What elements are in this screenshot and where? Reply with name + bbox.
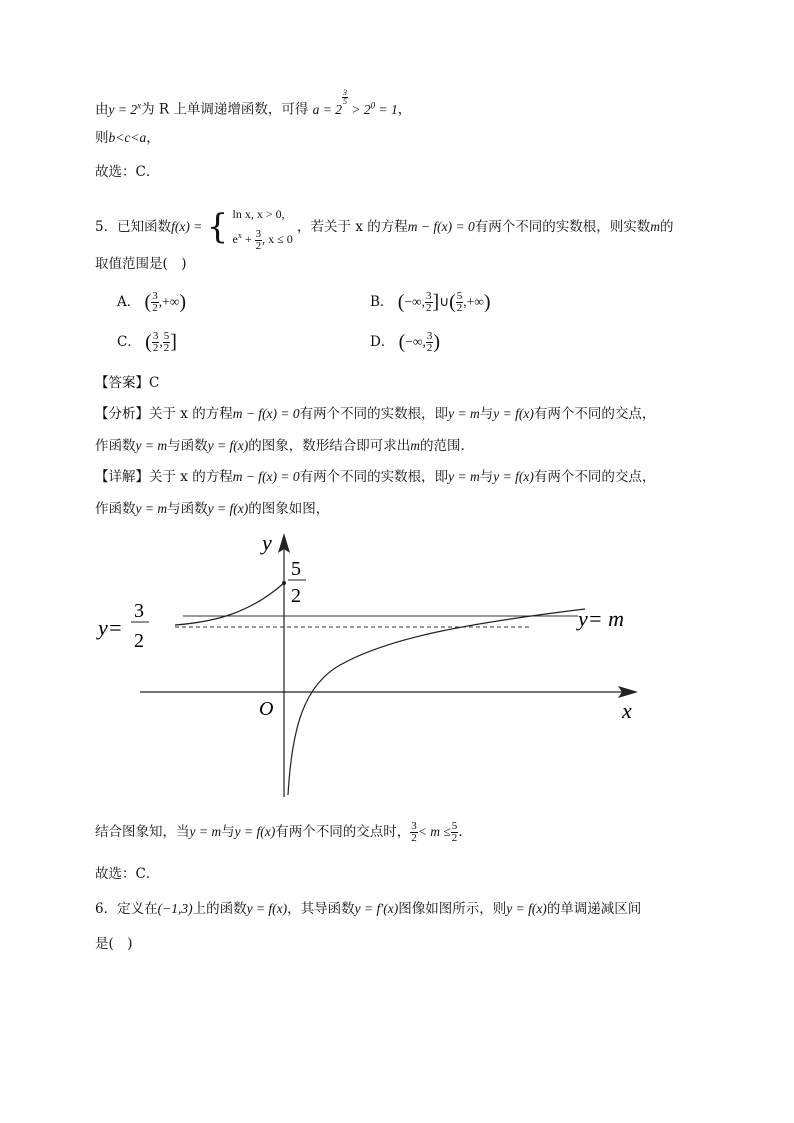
analysis-line-2 [95, 434, 465, 454]
text: 的 [659, 218, 674, 235]
answer-value: C [149, 375, 160, 391]
equation: y = m [448, 469, 480, 484]
function-name: f(x) = [171, 218, 203, 234]
text-line-1 [95, 89, 411, 118]
equation: m − f(x) = 0 [232, 469, 300, 484]
frac-3-2: $\frac{3}{2}$ [426, 290, 432, 314]
equation: y = f(x) [246, 901, 288, 916]
text: 有两个不同的交点， [533, 406, 656, 422]
detail-tag: 【详解】 [95, 469, 149, 485]
text: 的范围. [419, 438, 465, 454]
text: 有两个不同的交点时， [275, 824, 411, 840]
equation: y = m [135, 438, 168, 453]
log-curve [288, 609, 585, 795]
func-expr: $y = 2^x$ [108, 100, 142, 117]
text: 作函数 [95, 501, 136, 517]
choose-line-2: 故选：C． [95, 866, 160, 882]
equation: y = f(x) [207, 501, 249, 516]
equation: y = f(x) [493, 469, 534, 484]
frac-3-2: $\frac{3}{2}$ [152, 290, 158, 314]
question-6 [95, 897, 641, 917]
conclusion-line [95, 820, 463, 844]
text: 有两个不同的实数根，则实数 [474, 218, 651, 235]
detail-line-1 [95, 465, 655, 485]
question-5-line2: 取值范围是( ) [95, 256, 187, 272]
exp-curve [175, 583, 284, 625]
variable: m [650, 218, 660, 234]
interval: (−1,3) [157, 901, 193, 916]
frac-3-2: $\frac{3}{2}$ [255, 227, 262, 252]
inequality-expr: a = 2 $^{\frac{3}{5}}$ > $2^0 = 1$ [312, 88, 398, 117]
text: . [458, 824, 463, 840]
text: 与 [479, 469, 494, 485]
text: 的图象如图， [248, 501, 330, 517]
equation: y = f(x) [207, 438, 249, 453]
y-axis-label: y [262, 530, 272, 555]
equation: y = m [448, 406, 480, 421]
text: 图像如图所示，则 [398, 901, 507, 917]
text: 关于 x 的方程 [149, 469, 233, 485]
inequality: < m ≤ [417, 824, 451, 839]
option-label: B． [370, 294, 394, 310]
variable: m [410, 438, 420, 453]
left-fraction-den: 2 [134, 630, 144, 652]
equation: y = f(x) [493, 406, 534, 421]
function-graph [0, 525, 794, 825]
equation: y = f′(x) [354, 901, 399, 916]
text: 的单调递减区间 [546, 901, 642, 917]
text: ， [146, 130, 160, 146]
equation: y = m [135, 501, 168, 516]
option-a[interactable]: A． ( $\frac{3}{2}$ ,+∞) [117, 290, 187, 314]
text: + [244, 232, 252, 246]
analysis-line-1 [95, 402, 655, 422]
option-c[interactable]: C． ( $\frac{3}{2}$ , $\frac{5}{2}$ ] [117, 330, 177, 354]
text: 由 [95, 101, 109, 118]
text: ，若关于 x 的方程 [297, 218, 408, 235]
text: 6．定义在 [95, 901, 158, 917]
text: 有两个不同的交点， [533, 469, 656, 485]
frac-3-2: $\frac{3}{2}$ [411, 820, 417, 844]
equation: m − f(x) = 0 [407, 218, 475, 234]
question-6-line2: 是( ) [95, 936, 133, 952]
option-b[interactable]: B． (−∞, $\frac{3}{2}$ ]∪( $\frac{5}{2}$ ,+∞) [370, 290, 491, 314]
option-label: A． [117, 294, 141, 310]
endpoint-dot [282, 581, 286, 585]
piecewise-brace: { [206, 207, 229, 248]
piecewise-cases [233, 203, 293, 252]
text: e [232, 232, 238, 246]
equation: y = f(x) [234, 824, 276, 839]
text: 5．已知函数 [95, 218, 172, 235]
frac-5-2: $\frac{5}{2}$ [451, 820, 458, 844]
text-line-2 [95, 126, 160, 146]
question-5 [95, 203, 673, 252]
option-d[interactable]: D． (−∞, $\frac{3}{2}$ ) [370, 330, 441, 354]
x-axis-label: x [622, 698, 632, 723]
equation: m − f(x) = 0 [232, 406, 300, 421]
text: 上的函数 [192, 901, 247, 917]
text: ， [397, 101, 412, 118]
text: 有两个不同的实数根，即 [299, 469, 449, 485]
answer-line [95, 371, 159, 391]
frac-5-2: $\frac{5}{2}$ [456, 290, 463, 314]
frac-3-2: $\frac{3}{2}$ [426, 330, 433, 354]
text: 有两个不同的实数根，即 [299, 406, 449, 422]
text: 与 [479, 406, 494, 422]
origin-label: O [259, 698, 274, 720]
frac-3-2: $\frac{3}{2}$ [152, 330, 159, 354]
text: 关于 x 的方程 [149, 406, 233, 422]
equation: y = f(x) [506, 901, 547, 916]
answer-tag: 【答案】 [95, 375, 149, 391]
text: 与函数 [167, 501, 208, 517]
text: 为 R 上单调递增函数，可得 [141, 101, 309, 118]
right-label: y= m [578, 606, 624, 631]
choose-line-1: 故选：C． [95, 164, 160, 180]
top-fraction-num: 5 [291, 558, 301, 580]
left-label-prefix: y= [98, 615, 123, 640]
inequality: b<c<a [108, 130, 147, 145]
top-fraction-den: 2 [291, 585, 301, 607]
frac-5-2: $\frac{5}{2}$ [163, 330, 170, 354]
text: 与函数 [167, 438, 208, 454]
option-label: D． [370, 334, 395, 350]
analysis-tag: 【分析】 [95, 406, 149, 422]
detail-line-2 [95, 497, 329, 517]
text: 的图象，数形结合即可求出 [248, 438, 411, 454]
text: 与 [221, 824, 235, 840]
text: ，其导函数 [287, 901, 355, 917]
left-fraction-num: 3 [134, 600, 144, 622]
case-1: ln x, x > 0, [232, 207, 285, 221]
text: 结合图象知，当 [95, 824, 190, 840]
case-2: $e^x$ + $\frac{3}{2}$ , x ≤ 0 [232, 227, 293, 252]
text: 作函数 [95, 438, 136, 454]
text: 则 [95, 130, 109, 146]
text: , x ≤ 0 [262, 232, 293, 246]
equation: y = m [189, 824, 222, 839]
option-label: C． [117, 334, 141, 350]
